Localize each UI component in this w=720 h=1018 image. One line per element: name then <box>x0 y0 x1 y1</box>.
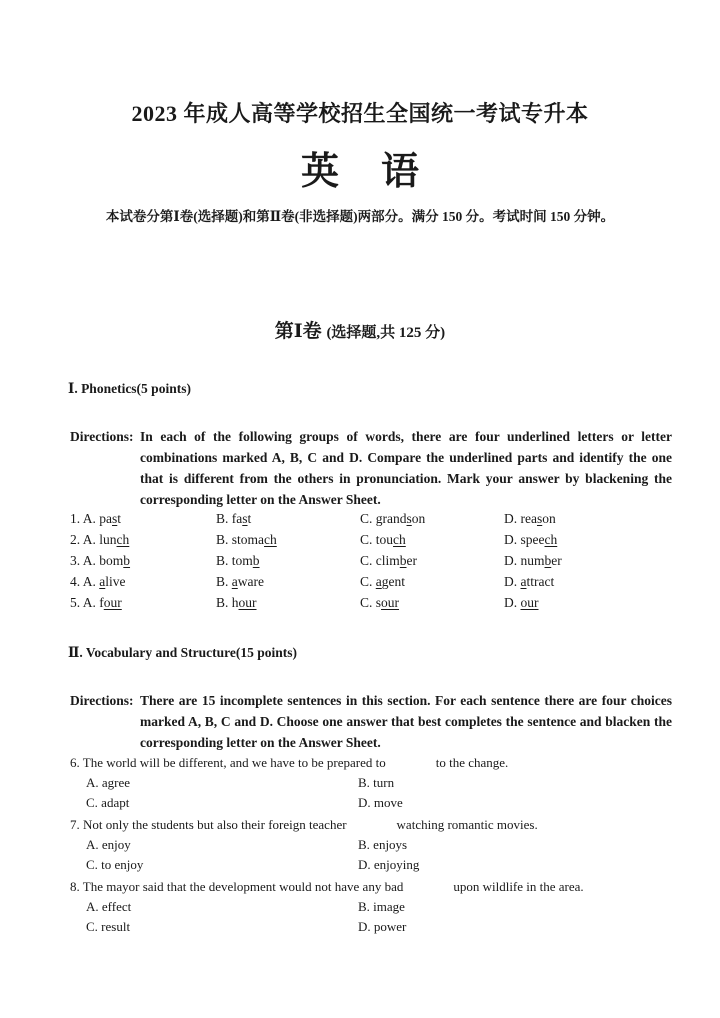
phonetics-item <box>70 574 670 594</box>
section-two-heading: Ⅱ. Vocabulary and Structure(15 points) <box>68 645 298 660</box>
stem-after-blank: upon wildlife in the area. <box>453 879 584 894</box>
part-one-subtitle: (选择题,共 125 分) <box>326 325 446 341</box>
option-label: A. <box>82 553 96 568</box>
phonetics-option <box>70 532 129 548</box>
phonetics-option <box>70 553 130 569</box>
word-part: num <box>520 553 545 568</box>
part-one-label: 第Ⅰ卷 <box>274 321 322 342</box>
answer-option: A. effect <box>86 899 132 914</box>
phonetics-item <box>70 532 670 552</box>
answer-option: D. move <box>358 795 403 810</box>
option-label: B. <box>216 574 229 589</box>
answer-option: A. agree <box>86 775 131 790</box>
option-label: B. <box>216 595 229 610</box>
word-part: lun <box>99 532 117 547</box>
option-label: B. <box>216 532 229 547</box>
underlined-letters: our <box>103 595 122 610</box>
phonetics-option <box>360 574 405 590</box>
option-label: D. <box>504 532 518 547</box>
underlined-letters: b <box>399 553 407 568</box>
word-part: s <box>375 595 382 610</box>
underlined-letters: b <box>544 553 552 568</box>
exam-instructions: 本试卷分第Ⅰ卷(选择题)和第Ⅱ卷(非选择题)两部分。满分 150 分。考试时间 150 分钟。 <box>105 209 615 224</box>
phonetics-item <box>70 595 670 615</box>
word-part: ware <box>237 574 264 589</box>
directions-label: Directions: <box>70 429 134 444</box>
phonetics-option <box>70 511 121 527</box>
part-one-title <box>0 316 720 343</box>
word-part: f <box>99 595 104 610</box>
question-stem <box>70 755 670 771</box>
word-part: stoma <box>231 532 265 547</box>
word-part: ttract <box>526 574 555 589</box>
word-part: live <box>105 574 126 589</box>
phonetics-option <box>216 553 260 569</box>
word-part: t <box>247 511 252 526</box>
underlined-letters: ch <box>264 532 277 547</box>
stem-after-blank: watching romantic movies. <box>396 817 538 832</box>
underlined-letters: s <box>536 511 543 526</box>
word-part: h <box>231 595 239 610</box>
phonetics-option <box>216 595 257 611</box>
word-part: on <box>411 511 426 526</box>
answer-option: C. adapt <box>86 795 130 810</box>
section-one-directions <box>70 426 672 510</box>
section-one-heading: Ⅰ. Phonetics(5 points) <box>68 381 191 396</box>
answer-option: B. turn <box>358 775 395 790</box>
word-part: tom <box>231 553 253 568</box>
phonetics-option <box>70 595 122 611</box>
section-two-directions <box>70 690 672 753</box>
phonetics-option <box>504 532 557 548</box>
phonetics-option <box>504 574 554 590</box>
stem-before-blank: The world will be different, and we have to be prepared to <box>82 755 386 770</box>
phonetics-item <box>70 553 670 573</box>
item-number: 3. <box>70 553 81 568</box>
answer-option: C. result <box>86 919 131 934</box>
underlined-letters: ch <box>544 532 558 547</box>
word-part: er <box>551 553 562 568</box>
answer-option: B. enjoys <box>358 837 408 852</box>
underlined-letters: ch <box>393 532 406 547</box>
word-part: bom <box>99 553 124 568</box>
option-label: C. <box>360 574 373 589</box>
directions-label: Directions: <box>70 693 134 708</box>
underlined-letters: s <box>406 511 412 526</box>
option-label: D. <box>504 595 518 610</box>
phonetics-option <box>504 511 556 527</box>
option-label: B. <box>216 553 229 568</box>
word-part: er <box>406 553 418 568</box>
option-label: C. <box>360 532 373 547</box>
underlined-letters: a <box>520 574 527 589</box>
word-part: tou <box>375 532 394 547</box>
answer-option: D. enjoying <box>358 857 420 872</box>
option-label: A. <box>82 532 96 547</box>
option-label: D. <box>504 574 518 589</box>
stem-before-blank: Not only the students but also their foreign teacher <box>83 817 347 832</box>
directions-text: In each of the following groups of words, there are four underlined letters or letter combinations marked A, B, C and D. Compare the underlined parts and identify the one that is different from the others in pronunciation. Mark your answer by blackening the corresponding letter on the Answer Sheet. <box>140 429 672 507</box>
stem-after-blank: to the change. <box>435 755 509 770</box>
underlined-letters: a <box>99 574 106 589</box>
option-label: B. <box>216 511 229 526</box>
word-part: on <box>542 511 556 526</box>
underlined-letters: ch <box>116 532 130 547</box>
item-number: 1. <box>70 511 81 526</box>
phonetics-option <box>504 553 562 569</box>
phonetics-option <box>360 511 425 527</box>
question-number: 8. <box>70 879 80 894</box>
word-part: clim <box>375 553 400 568</box>
answer-option: C. to enjoy <box>86 857 144 872</box>
phonetics-option <box>360 532 406 548</box>
option-label: A. <box>82 595 96 610</box>
option-label: A. <box>82 511 96 526</box>
underlined-letters: s <box>242 511 248 526</box>
question-number: 7. <box>70 817 80 832</box>
underlined-letters: a <box>375 574 382 589</box>
phonetics-option <box>216 574 264 590</box>
item-number: 4. <box>70 574 81 589</box>
word-part: gent <box>381 574 406 589</box>
item-number: 2. <box>70 532 81 547</box>
phonetics-option <box>216 511 251 527</box>
option-label: D. <box>504 553 518 568</box>
word-part: pa <box>99 511 113 526</box>
word-part: fa <box>231 511 243 526</box>
stem-before-blank: The mayor said that the development would not have any bad <box>82 879 404 894</box>
directions-text: There are 15 incomplete sentences in this section. For each sentence there are four choices marked A, B, C and D. Choose one answer that best completes the sentence and blacken the corresponding letter on the Answer Sheet. <box>140 693 672 750</box>
option-label: C. <box>360 595 373 610</box>
phonetics-item <box>70 511 670 531</box>
word-part: grand <box>375 511 407 526</box>
phonetics-option <box>504 595 539 611</box>
option-label: D. <box>504 511 518 526</box>
answer-option: D. power <box>358 919 407 934</box>
subject-title: 英语 <box>300 149 461 193</box>
question-stem <box>70 879 670 895</box>
underlined-letters: b <box>252 553 260 568</box>
underlined-letters: a <box>231 574 238 589</box>
answer-option: B. image <box>358 899 405 914</box>
question-number: 6. <box>70 755 80 770</box>
phonetics-option <box>360 553 417 569</box>
underlined-letters: our <box>238 595 257 610</box>
phonetics-option <box>70 574 126 590</box>
phonetics-option <box>216 532 277 548</box>
underlined-letters: our <box>381 595 400 610</box>
item-number: 5. <box>70 595 81 610</box>
underlined-letters: b <box>123 553 131 568</box>
option-label: C. <box>360 553 373 568</box>
option-label: C. <box>360 511 373 526</box>
word-part: spee <box>520 532 545 547</box>
option-label: A. <box>82 574 96 589</box>
word-part: rea <box>520 511 537 526</box>
answer-option: A. enjoy <box>86 837 131 852</box>
word-part: t <box>117 511 122 526</box>
underlined-letters: our <box>520 595 539 610</box>
phonetics-option <box>360 595 399 611</box>
exam-title: 2023 年成人高等学校招生全国统一考试专升本 <box>131 101 589 126</box>
underlined-letters: s <box>112 511 118 526</box>
question-stem <box>70 817 670 833</box>
